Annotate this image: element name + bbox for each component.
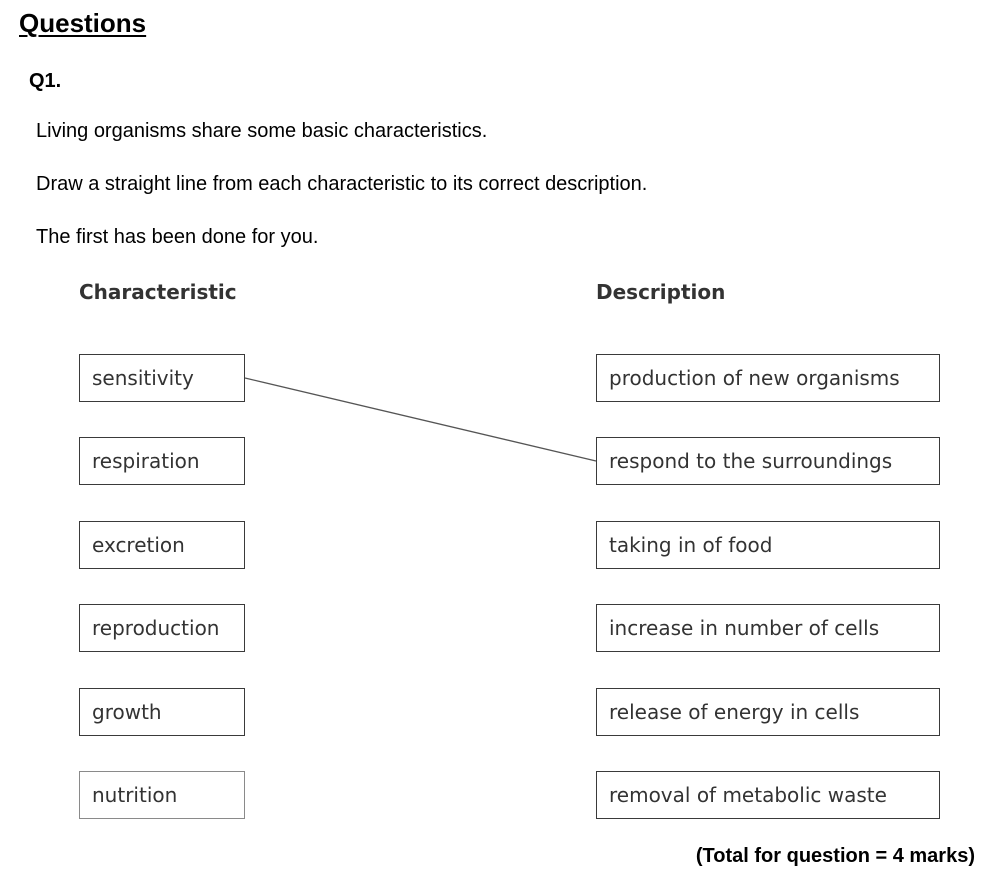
description-box-removal-of-metabolic-waste[interactable]: removal of metabolic waste	[596, 771, 940, 819]
description-box-respond-to-the-surroundings[interactable]: respond to the surroundings	[596, 437, 940, 485]
description-box-release-of-energy-in-cells[interactable]: release of energy in cells	[596, 688, 940, 736]
description-box-taking-in-of-food[interactable]: taking in of food	[596, 521, 940, 569]
description-box-increase-in-number-of-cells[interactable]: increase in number of cells	[596, 604, 940, 652]
description-column-header: Description	[596, 280, 726, 304]
connector-sensitivity-to-respond	[245, 378, 596, 461]
characteristic-box-reproduction[interactable]: reproduction	[79, 604, 245, 652]
total-marks: (Total for question = 4 marks)	[695, 845, 975, 867]
characteristic-box-sensitivity[interactable]: sensitivity	[79, 354, 245, 402]
description-box-production-of-new-organisms[interactable]: production of new organisms	[596, 354, 940, 402]
instruction-3: The first has been done for you.	[36, 226, 319, 248]
instruction-1: Living organisms share some basic characteristics.	[36, 120, 488, 142]
characteristic-column-header: Characteristic	[79, 280, 237, 304]
characteristic-box-nutrition[interactable]: nutrition	[79, 771, 245, 819]
page-heading: Questions	[19, 8, 147, 38]
question-number: Q1.	[29, 70, 62, 92]
instruction-2: Draw a straight line from each characteristic to its correct description.	[36, 173, 648, 195]
characteristic-box-respiration[interactable]: respiration	[79, 437, 245, 485]
characteristic-box-excretion[interactable]: excretion	[79, 521, 245, 569]
characteristic-box-growth[interactable]: growth	[79, 688, 245, 736]
